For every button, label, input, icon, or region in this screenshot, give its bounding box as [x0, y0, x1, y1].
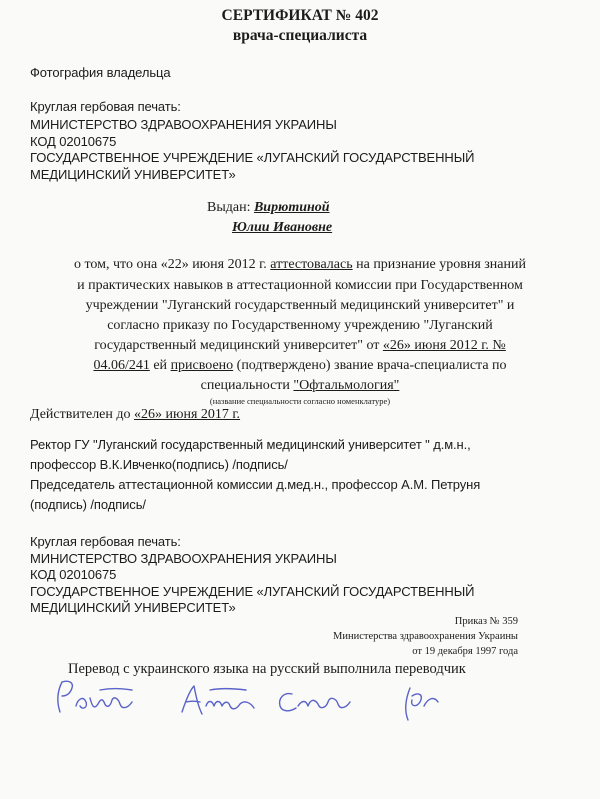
body-line: учреждении "Луганский государственный медицинский университет" и: [85, 298, 515, 313]
rector-line: Ректор ГУ "Луганский государственный медицинский университет " д.м.н.,: [30, 437, 471, 452]
validity-line: Действителен до «26» июня 2017 г.: [30, 407, 241, 422]
body-line: специальности "Офтальмология": [200, 378, 400, 393]
seal-line: МИНИСТЕРСТВО ЗДРАВООХРАНЕНИЯ УКРАИНЫ: [30, 117, 337, 132]
seal-label: Круглая гербовая печать:: [30, 534, 181, 549]
seal-line: ГОСУДАРСТВЕННОЕ УЧРЕЖДЕНИЕ «ЛУГАНСКИЙ ГОСУДАРСТВЕННЫЙ: [30, 584, 475, 599]
issued-label: Выдан:: [207, 200, 251, 215]
issued-line: [207, 200, 330, 216]
body-line: и практических навыков в аттестационной комиссии при Государственном: [77, 278, 523, 293]
seal-line: КОД 02010675: [30, 567, 117, 582]
photo-caption: Фотография владельца: [30, 65, 171, 80]
body-line: согласно приказу по Государственному учреждению "Луганский: [107, 318, 493, 333]
body-line: о том, что она «22» июня 2012 г. аттестовалась на признание уровня знаний: [73, 257, 526, 272]
order-ministry: Министерства здравоохранения Украины: [333, 631, 518, 642]
translator-note: Перевод с украинского языка на русский выполнила переводчик: [68, 661, 466, 677]
chair-line: Председатель аттестационной комиссии д.мед.н., профессор А.М. Петруня: [30, 477, 481, 492]
holder-name: Юлии Ивановне: [232, 220, 333, 235]
seal-line: МЕДИЦИНСКИЙ УНИВЕРСИТЕТ»: [30, 167, 236, 182]
seal-line: МЕДИЦИНСКИЙ УНИВЕРСИТЕТ»: [30, 600, 236, 615]
seal-label: Круглая гербовая печать:: [30, 99, 181, 114]
holder-surname: Вирютиной: [253, 200, 330, 215]
order-number: Приказ № 359: [454, 616, 518, 627]
seal-line: КОД 02010675: [30, 134, 117, 149]
order-date: от 19 декабря 1997 года: [412, 646, 518, 657]
translator-signature: [40, 676, 460, 726]
certificate-subtitle: врача-специалиста: [232, 27, 368, 44]
body-line: 04.06/241 ей присвоено (подтверждено) звание врача-специалиста по: [93, 358, 507, 373]
chair-line: (подпись) /подпись/: [30, 497, 146, 512]
seal-line: МИНИСТЕРСТВО ЗДРАВООХРАНЕНИЯ УКРАИНЫ: [30, 551, 337, 566]
seal-line: ГОСУДАРСТВЕННОЕ УЧРЕЖДЕНИЕ «ЛУГАНСКИЙ ГОСУДАРСТВЕННЫЙ: [30, 150, 475, 165]
rector-line: профессор В.К.Ивченко(подпись) /подпись/: [30, 457, 288, 472]
specialty-note: (название специальности согласно номенклатуре): [209, 396, 391, 406]
body-line: государственный медицинский университет" от «26» июня 2012 г. №: [94, 338, 506, 353]
certificate-title: СЕРТИФИКАТ № 402: [221, 7, 379, 24]
